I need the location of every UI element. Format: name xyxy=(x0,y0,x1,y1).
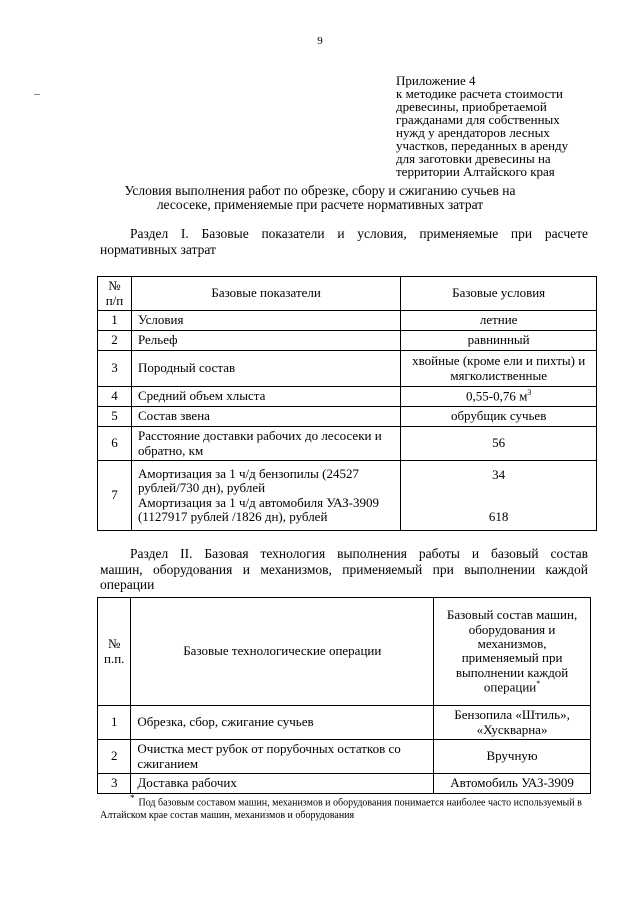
row-num: 6 xyxy=(98,427,132,461)
table-row xyxy=(98,407,597,427)
header-num: № п/п xyxy=(98,277,132,311)
appendix-line: гражданами для собственных xyxy=(396,112,560,127)
section2-heading-line: операции xyxy=(100,577,155,593)
section2-heading-line: Раздел II. Базовая технология выполнения работы и базовый состав xyxy=(130,546,588,561)
header-indicator: Базовые показатели xyxy=(131,277,400,311)
section2-heading-line: машин, оборудования и механизмов, применяемый при выполнении каждой xyxy=(100,561,588,577)
table-row xyxy=(98,311,597,331)
row-condition xyxy=(401,461,597,531)
table-row xyxy=(98,740,591,774)
row-num: 2 xyxy=(98,331,132,351)
header-operation: Базовые технологические операции xyxy=(131,598,434,706)
section2-table xyxy=(97,597,591,794)
row-condition: летние xyxy=(401,311,597,331)
row-condition xyxy=(401,387,597,407)
section2-heading xyxy=(100,546,588,593)
section1-heading-line: Раздел I. Базовые показатели и условия, применяемые при расчете xyxy=(130,226,588,241)
table-row xyxy=(98,387,597,407)
row-num: 7 xyxy=(98,461,132,531)
row-condition: равнинный xyxy=(401,331,597,351)
margin-mark xyxy=(34,94,40,95)
row-equipment: Вручную xyxy=(434,740,591,774)
row-condition-vehicle: 618 xyxy=(488,508,509,524)
row-condition: 56 xyxy=(401,427,597,461)
row-condition-chainsaw: 34 xyxy=(492,466,506,482)
appendix-line: участков, переданных в аренду xyxy=(396,138,569,153)
footnote-text: Под базовым составом машин, механизмов и оборудования понимается наиболее часто используемый в Алтайском крае состав машин, механизмов и оборудования xyxy=(100,797,582,821)
appendix-line: для заготовки древесины на xyxy=(396,151,551,166)
footnote-mark: * xyxy=(536,678,541,688)
document-title xyxy=(100,184,540,212)
table-row xyxy=(98,706,591,740)
row-num: 4 xyxy=(98,387,132,407)
section1-heading-line: нормативных затрат xyxy=(100,241,216,257)
table-header-row xyxy=(98,277,597,311)
row-indicator-vehicle: Амортизация за 1 ч/д автомобиля УАЗ-3909 (1127917 рублей /1826 дн), рублей xyxy=(137,494,380,524)
appendix-line: к методике расчета стоимости xyxy=(396,86,563,101)
row-operation: Доставка рабочих xyxy=(131,774,434,794)
row-condition-text: 0,55-0,76 м xyxy=(465,388,528,404)
table-row xyxy=(98,461,597,531)
footnote xyxy=(100,793,590,822)
table-row xyxy=(98,774,591,794)
header-num: № п.п. xyxy=(98,598,131,706)
page-number: 9 xyxy=(317,35,323,47)
row-indicator: Расстояние доставки рабочих до лесосеки и обратно, км xyxy=(131,427,400,461)
document-title-line: лесосеке, применяемые при расчете нормативных затрат xyxy=(156,197,484,213)
row-indicator: Рельеф xyxy=(131,331,400,351)
table-header-row xyxy=(98,598,591,706)
appendix-line: нужд у арендаторов лесных xyxy=(396,125,550,140)
table-row xyxy=(98,427,597,461)
row-condition: обрубщик сучьев xyxy=(401,407,597,427)
row-num: 1 xyxy=(98,706,131,740)
row-condition: хвойные (кроме ели и пихты) и мягколиственные xyxy=(401,351,597,387)
header-condition: Базовые условия xyxy=(401,277,597,311)
row-indicator: Условия xyxy=(131,311,400,331)
row-indicator-chainsaw: Амортизация за 1 ч/д бензопилы (24527 рублей/730 дн), рублей xyxy=(137,465,359,496)
appendix-line: территории Алтайского края xyxy=(396,164,555,179)
footnote-mark: * xyxy=(130,793,135,803)
row-indicator: Состав звена xyxy=(131,407,400,427)
row-num: 5 xyxy=(98,407,132,427)
row-operation: Очистка мест рубок от порубочных остатков со сжиганием xyxy=(131,740,434,774)
appendix-block xyxy=(396,74,596,178)
document-title-line: Условия выполнения работ по обрезке, сбору и сжиганию сучьев на xyxy=(124,183,516,198)
section1-heading xyxy=(100,226,588,257)
section1-table xyxy=(97,276,597,531)
row-indicator: Средний объем хлыста xyxy=(131,387,400,407)
table-row xyxy=(98,331,597,351)
row-operation: Обрезка, сбор, сжигание сучьев xyxy=(131,706,434,740)
row-num: 2 xyxy=(98,740,131,774)
header-equipment-text: Базовый состав машин, оборудования и механизмов, применяемый при выполнении каждой операции xyxy=(446,607,578,695)
row-equipment: Автомобиль УАЗ-3909 xyxy=(434,774,591,794)
row-indicator xyxy=(131,461,400,531)
row-equipment: Бензопила «Штиль», «Хускварна» xyxy=(434,706,591,740)
row-num: 1 xyxy=(98,311,132,331)
appendix-line: древесины, приобретаемой xyxy=(396,99,547,114)
superscript-3: 3 xyxy=(527,388,532,398)
appendix-line: Приложение 4 xyxy=(396,73,476,88)
header-equipment xyxy=(434,598,591,706)
table-row xyxy=(98,351,597,387)
row-indicator: Породный состав xyxy=(131,351,400,387)
row-num: 3 xyxy=(98,351,132,387)
row-num: 3 xyxy=(98,774,131,794)
